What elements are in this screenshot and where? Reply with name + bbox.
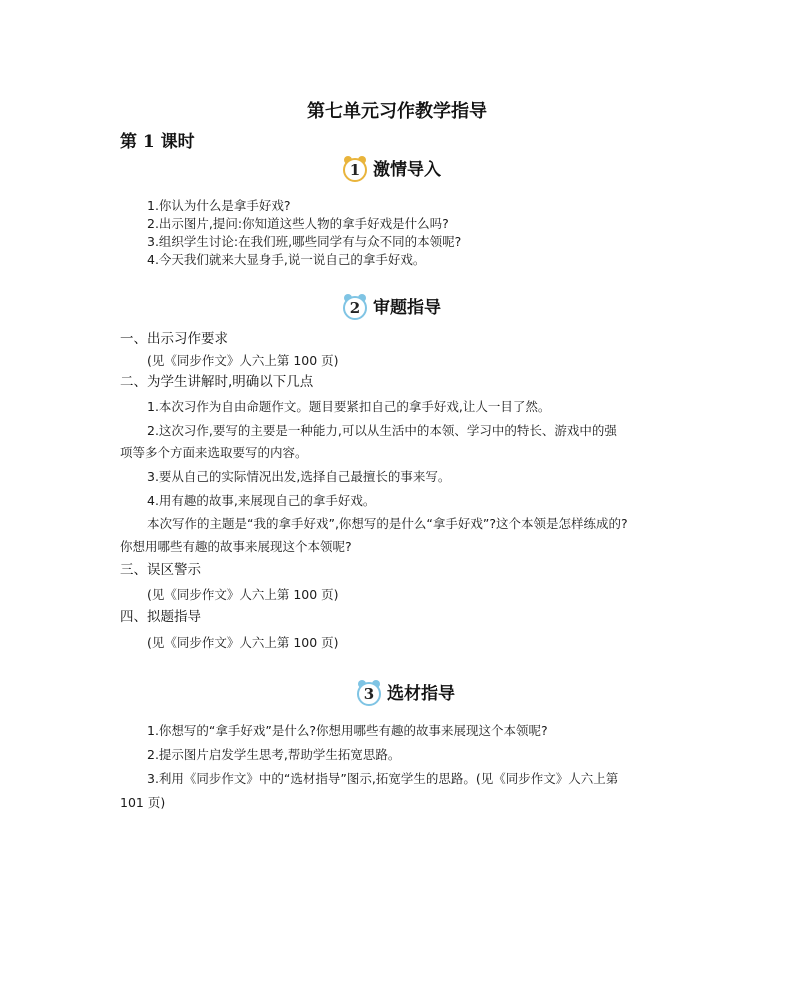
paragraph-line: 你想用哪些有趣的故事来展现这个本领呢? (120, 539, 352, 554)
list-item: 4.用有趣的故事,来展现自己的拿手好戏。 (147, 493, 376, 508)
section-title: 激情导入 (373, 160, 441, 180)
list-item-continuation: 101 页) (120, 795, 166, 810)
list-item: 4.今天我们就来大显身手,说一说自己的拿手好戏。 (147, 252, 426, 267)
subheading: 四、拟题指导 (120, 609, 201, 625)
list-item: 3.要从自己的实际情况出发,选择自己最擅长的事来写。 (147, 469, 451, 484)
number-badge-icon (343, 296, 367, 320)
list-item: 3.利用《同步作文》中的“选材指导”图示,拓宽学生的思路。(见《同步作文》人六上第 (147, 771, 619, 786)
list-item: 1.本次习作为自由命题作文。题目要紧扣自己的拿手好戏,让人一目了然。 (147, 399, 551, 414)
list-item: 2.出示图片,提问:你知道这些人物的拿手好戏是什么吗? (147, 216, 449, 231)
number-badge-icon (357, 682, 381, 706)
subheading: 一、出示习作要求 (120, 331, 228, 347)
section-title: 审题指导 (373, 298, 441, 318)
reference-text: (见《同步作文》人六上第 100 页) (147, 587, 339, 602)
reference-text: (见《同步作文》人六上第 100 页) (147, 353, 339, 368)
section-header-1 (343, 158, 441, 182)
subheading: 二、为学生讲解时,明确以下几点 (120, 374, 314, 390)
reference-text: (见《同步作文》人六上第 100 页) (147, 635, 339, 650)
document-title: 第七单元习作教学指导 (307, 101, 487, 122)
list-item: 1.你想写的“拿手好戏”是什么?你想用哪些有趣的故事来展现这个本领呢? (147, 723, 548, 738)
list-item: 2.这次习作,要写的主要是一种能力,可以从生活中的本领、学习中的特长、游戏中的强 (147, 423, 617, 438)
section-number: 3 (357, 682, 381, 706)
number-badge-icon (343, 158, 367, 182)
section-number: 2 (343, 296, 367, 320)
subheading: 三、误区警示 (120, 562, 201, 578)
section-title: 选材指导 (387, 684, 455, 704)
section-number: 1 (343, 158, 367, 182)
section-header-2 (343, 296, 441, 320)
paragraph-line: 本次写作的主题是“我的拿手好戏”,你想写的是什么“拿手好戏”?这个本领是怎样练成的? (147, 516, 628, 531)
list-item: 2.提示图片启发学生思考,帮助学生拓宽思路。 (147, 747, 401, 762)
list-item: 1.你认为什么是拿手好戏? (147, 198, 291, 213)
section-header-3 (357, 682, 455, 706)
list-item-continuation: 项等多个方面来选取要写的内容。 (120, 445, 308, 460)
list-item: 3.组织学生讨论:在我们班,哪些同学有与众不同的本领呢? (147, 234, 462, 249)
lesson-label: 第 1 课时 (120, 132, 195, 152)
